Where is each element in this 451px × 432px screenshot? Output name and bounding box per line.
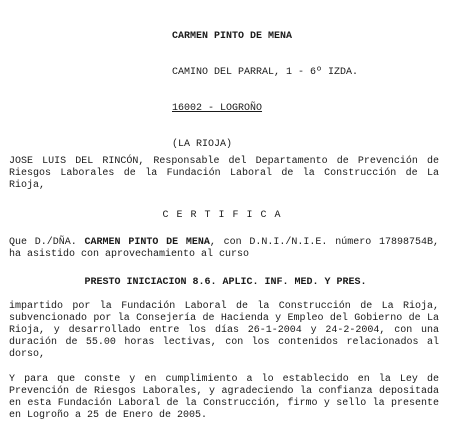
recipient-city: 16002 - LOGROÑO — [172, 103, 263, 114]
course-title: PRESTO INICIACION 8.6. APLIC. INF. MED. Y PRES. — [84, 277, 367, 288]
attendee-text: , con D.N.I./N.I.E. número 17898754B, ha asistido con aprovechamiento al curso — [9, 237, 439, 260]
attendee-name: CARMEN PINTO DE MENA — [84, 237, 210, 248]
signer-name: JOSE LUIS DEL RINCÓN — [9, 156, 139, 167]
closing-paragraph: Y para que conste y en cumplimiento a lo establecido en la Ley de Prevención de Riesgos Laborales, y agradeciendo la confianza depositada en esta Fundación Laboral de la Construcción, firmo y sello la presente en Logroño a 25 de Enero de 2005. — [9, 374, 439, 421]
attendee-prefix: Que D./DÑA. — [9, 237, 85, 248]
recipient-region: (LA RIOJA) — [172, 139, 233, 150]
recipient-name: CARMEN PINTO DE MENA — [172, 31, 293, 42]
recipient-address — [172, 7, 358, 163]
intro-paragraph — [9, 156, 439, 192]
intro-text: , Responsable del Departamento de Prevención de Riesgos Laborales de la Fundación Laboral de la Construcción de La Rioja, — [9, 156, 439, 191]
attendee-paragraph — [9, 237, 439, 261]
details-paragraph: impartido por la Fundación Laboral de la Construcción de La Rioja, subvencionado por la Consejería de Hacienda y Empleo del Gobierno de La Rioja, y desarrollado entre los días 26-1-2004 y 24-2-2004, con una duración de 55.00 horas lectivas, con los contenidos relacionados al dorso, — [9, 301, 439, 360]
recipient-street: CAMINO DEL PARRAL, 1 - 6º IZDA. — [172, 67, 359, 78]
certifica-heading: CERTIFICA — [162, 210, 289, 221]
